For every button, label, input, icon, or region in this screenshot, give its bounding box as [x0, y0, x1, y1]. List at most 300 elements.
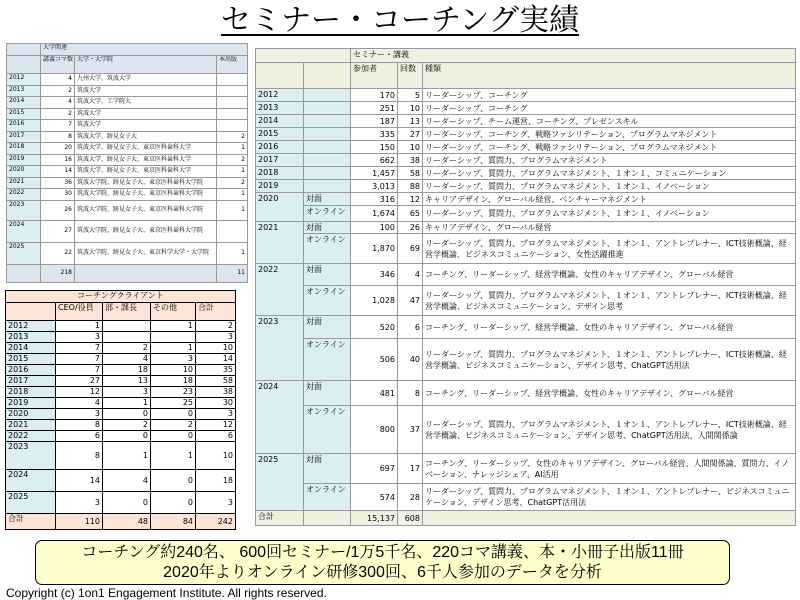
total-topics-blank: [423, 511, 796, 526]
mode-cell: 対面: [304, 381, 351, 406]
manager-cell: 4: [103, 354, 151, 365]
year-cell: 2024: [7, 220, 41, 242]
topics-cell: リーダーシップ、質問力、プログラムマネジメント、１オン１、アントレプレナー、ビジネスコミュニケーション、デザイン思考、ChatGPT活用法: [423, 484, 796, 511]
year-cell: 2016: [256, 141, 304, 154]
header-blank: [256, 49, 351, 63]
other-cell: 1: [151, 343, 196, 354]
manager-cell: 18: [103, 365, 151, 376]
table-row: [6, 332, 236, 343]
participants-cell: 1,870: [351, 234, 398, 264]
other-cell: 0: [151, 431, 196, 442]
total-label: 合計: [256, 511, 304, 526]
year-cell: 2013: [7, 85, 41, 97]
group-header: 大学関連: [41, 44, 248, 56]
topics-cell: リーダーシップ、質問力、プログラムマネジメント、１オン１、アントレプレナー、ICT技術概論、経営学概論、ビジネスコミュニケーション、デザイン思考: [423, 286, 796, 316]
year-cell: 2019: [7, 154, 41, 166]
participants-cell: 697: [351, 454, 398, 484]
topics-cell: リーダーシップ、コーチング、戦略ファシリテーション、プログラムマネジメント: [423, 128, 796, 141]
manager-cell: 4: [103, 470, 151, 492]
participants-cell: 335: [351, 128, 398, 141]
table-row: [6, 365, 236, 376]
lecture-count-cell: 30: [41, 189, 75, 201]
count-cell: 13: [398, 115, 423, 128]
count-cell: 4: [398, 264, 423, 286]
books-cell: [217, 74, 248, 86]
table-row: [256, 89, 796, 102]
table-row: [7, 189, 248, 201]
manager-cell: [103, 321, 151, 332]
total-row: [6, 514, 236, 530]
table-row: [7, 143, 248, 155]
other-cell: [151, 332, 196, 343]
count-cell: 5: [398, 89, 423, 102]
year-cell: 2018: [6, 387, 56, 398]
total-books: 11: [217, 264, 248, 282]
seminar-table: [255, 48, 796, 526]
lecture-count-cell: 4: [41, 74, 75, 86]
year-cell: 2022: [7, 189, 41, 201]
university-cell: 筑波大学、工学院大: [75, 97, 217, 109]
table-row: [7, 97, 248, 109]
table-row: [6, 442, 236, 470]
books-cell: [217, 220, 248, 242]
mode-cell: オンライン: [304, 339, 351, 381]
topics-cell: リーダーシップ、チーム運営、コーチング、プレゼンスキル: [423, 115, 796, 128]
year-cell: 2025: [7, 242, 41, 264]
table-row: [256, 102, 796, 115]
year-cell: 2016: [6, 365, 56, 376]
mode-cell: [304, 167, 351, 180]
count-cell: 65: [398, 206, 423, 222]
participants-cell: 574: [351, 484, 398, 511]
books-cell: 2: [217, 131, 248, 143]
participants-cell: 187: [351, 115, 398, 128]
count-cell: 38: [398, 154, 423, 167]
manager-cell: 13: [103, 376, 151, 387]
table-row: [6, 470, 236, 492]
other-cell: 1: [151, 321, 196, 332]
total-participants: 15,137: [351, 511, 398, 526]
copyright-text: Copyright (c) 1on1 Engagement Institute. All rights reserved.: [6, 586, 327, 600]
table-row: [256, 339, 796, 381]
total-cell: 6: [196, 431, 236, 442]
books-cell: [217, 97, 248, 109]
table-row: [256, 193, 796, 206]
table-row: [6, 343, 236, 354]
summary-box: [35, 540, 730, 585]
table-row: [256, 286, 796, 316]
total-row: [256, 511, 796, 526]
total-other: 84: [151, 514, 196, 530]
manager-cell: 2: [103, 420, 151, 431]
manager-cell: 2: [103, 343, 151, 354]
total-cell: 38: [196, 387, 236, 398]
column-header-univ: 大学・大学院: [75, 56, 217, 74]
year-cell: 2023: [256, 316, 304, 381]
university-cell: 筑波大学院、跡見女子大、東京医科歯科大学院: [75, 220, 217, 242]
year-cell: 2016: [7, 120, 41, 132]
year-cell: 2020: [7, 166, 41, 178]
year-cell: 2012: [7, 74, 41, 86]
count-cell: 88: [398, 180, 423, 193]
count-cell: 28: [398, 484, 423, 511]
topics-cell: コーチング、リーダーシップ、女性のキャリアデザイン、グローバル経営、人間関係論、質問力、イノベーション、ナレッジシェア、AI活用: [423, 454, 796, 484]
topics-cell: リーダーシップ、質問力、プログラムマネジメント、１オン１、アントレプレナー、ICT技術概論、経営学概論、ビジネスコミュニケーション、女性活躍推進: [423, 234, 796, 264]
participants-cell: 1,674: [351, 206, 398, 222]
total-label: [7, 264, 41, 282]
topics-cell: リーダーシップ、質問力、プログラムマネジメント、１オン１、イノベーション: [423, 206, 796, 222]
year-cell: 2018: [7, 143, 41, 155]
table-row: [256, 141, 796, 154]
topics-cell: リーダーシップ、質問力、プログラムマネジメント、１オン１、イノベーション: [423, 180, 796, 193]
books-cell: 1: [217, 143, 248, 155]
column-header-year: [7, 56, 41, 74]
university-table: [6, 43, 248, 283]
total-ceo: 110: [56, 514, 103, 530]
ceo-cell: 6: [56, 431, 103, 442]
total-row: [7, 264, 248, 282]
other-cell: 0: [151, 492, 196, 514]
table-row: [7, 85, 248, 97]
year-cell: 2024: [256, 381, 304, 454]
participants-cell: 316: [351, 193, 398, 206]
mode-cell: オンライン: [304, 234, 351, 264]
group-header: セミナー・講義: [351, 49, 796, 63]
year-cell: 2019: [6, 398, 56, 409]
topics-cell: コーチング、リーダーシップ、経営学概論、女性のキャリアデザイン、グローバル経営: [423, 264, 796, 286]
year-cell: 2014: [256, 115, 304, 128]
books-cell: 2: [217, 154, 248, 166]
books-cell: [217, 108, 248, 120]
summary-line-1: コーチング約240名、 600回セミナー/1万5千名、220コマ講義、本・小冊子出版11冊: [81, 544, 684, 561]
mode-cell: 対面: [304, 193, 351, 206]
ceo-cell: 7: [56, 365, 103, 376]
year-cell: 2013: [6, 332, 56, 343]
lecture-count-cell: 26: [41, 200, 75, 220]
mode-cell: 対面: [304, 316, 351, 339]
participants-cell: 3,013: [351, 180, 398, 193]
column-header-participants: 参加者: [351, 63, 398, 89]
total-blank: [304, 511, 351, 526]
lecture-count-cell: 14: [41, 166, 75, 178]
books-cell: [217, 120, 248, 132]
ceo-cell: 3: [56, 492, 103, 514]
count-cell: 37: [398, 406, 423, 454]
table-row: [7, 242, 248, 264]
manager-cell: 0: [103, 492, 151, 514]
column-header-row: [7, 56, 248, 74]
column-header-total: 合計: [196, 303, 236, 321]
mode-cell: 対面: [304, 222, 351, 234]
group-header: コーチングクライアント: [6, 291, 236, 303]
year-cell: 2020: [256, 193, 304, 222]
count-cell: 47: [398, 286, 423, 316]
ceo-cell: 3: [56, 332, 103, 343]
total-cell: 10: [196, 442, 236, 470]
total-cell: 12: [196, 420, 236, 431]
count-cell: 8: [398, 381, 423, 406]
mode-cell: オンライン: [304, 406, 351, 454]
year-cell: 2015: [7, 108, 41, 120]
table-row: [7, 200, 248, 220]
table-row: [256, 180, 796, 193]
column-header-year: [6, 303, 56, 321]
table-row: [256, 115, 796, 128]
mode-cell: [304, 180, 351, 193]
ceo-cell: 8: [56, 420, 103, 431]
year-cell: 2017: [7, 131, 41, 143]
total-cell: 10: [196, 343, 236, 354]
year-cell: 2022: [6, 431, 56, 442]
year-cell: 2015: [6, 354, 56, 365]
other-cell: 0: [151, 470, 196, 492]
lecture-count-cell: 36: [41, 177, 75, 189]
table-row: [256, 264, 796, 286]
header-blank: [7, 44, 41, 56]
other-cell: 25: [151, 398, 196, 409]
year-cell: 2021: [7, 177, 41, 189]
mode-cell: [304, 128, 351, 141]
ceo-cell: 12: [56, 387, 103, 398]
lecture-count-cell: 27: [41, 220, 75, 242]
table-row: [256, 128, 796, 141]
table-row: [6, 431, 236, 442]
other-cell: 0: [151, 409, 196, 420]
manager-cell: 1: [103, 398, 151, 409]
count-cell: 69: [398, 234, 423, 264]
table-row: [256, 222, 796, 234]
column-header-koma: 講義コマ数: [41, 56, 75, 74]
year-cell: 2020: [6, 409, 56, 420]
lecture-count-cell: 16: [41, 154, 75, 166]
topics-cell: コーチング、リーダーシップ、経営学概論、女性のキャリアデザイン、グローバル経営: [423, 316, 796, 339]
mode-cell: [304, 115, 351, 128]
total-cell: 14: [196, 354, 236, 365]
university-cell: 筑波大学: [75, 120, 217, 132]
participants-cell: 150: [351, 141, 398, 154]
ceo-cell: 3: [56, 409, 103, 420]
count-cell: 10: [398, 102, 423, 115]
manager-cell: 3: [103, 387, 151, 398]
other-cell: 2: [151, 420, 196, 431]
table-row: [7, 108, 248, 120]
year-cell: 2014: [7, 97, 41, 109]
books-cell: 1: [217, 166, 248, 178]
participants-cell: 100: [351, 222, 398, 234]
count-cell: 6: [398, 316, 423, 339]
column-header-ceo: CEO/役員: [56, 303, 103, 321]
lecture-count-cell: 2: [41, 108, 75, 120]
group-header-row: [256, 49, 796, 63]
participants-cell: 1,457: [351, 167, 398, 180]
lecture-count-cell: 20: [41, 143, 75, 155]
university-cell: 筑波大学: [75, 108, 217, 120]
participants-cell: 251: [351, 102, 398, 115]
total-cell: 3: [196, 332, 236, 343]
lecture-count-cell: 8: [41, 131, 75, 143]
mode-cell: 対面: [304, 454, 351, 484]
topics-cell: キャリアデザイン、グローバル経営、ベンチャーマネジメント: [423, 193, 796, 206]
total-label: 合計: [6, 514, 56, 530]
participants-cell: 520: [351, 316, 398, 339]
column-header-row: [256, 63, 796, 89]
year-cell: 2012: [6, 321, 56, 332]
column-header-topics: 種類: [423, 63, 796, 89]
total-cell: 2: [196, 321, 236, 332]
lecture-count-cell: 22: [41, 242, 75, 264]
table-row: [256, 154, 796, 167]
count-cell: 12: [398, 193, 423, 206]
year-cell: 2022: [256, 264, 304, 316]
participants-cell: 662: [351, 154, 398, 167]
year-cell: 2017: [6, 376, 56, 387]
table-row: [256, 316, 796, 339]
topics-cell: リーダーシップ、コーチング: [423, 102, 796, 115]
mode-cell: オンライン: [304, 286, 351, 316]
year-cell: 2015: [256, 128, 304, 141]
participants-cell: 1,028: [351, 286, 398, 316]
group-header-row: [6, 291, 236, 303]
total-total: 242: [196, 514, 236, 530]
total-mgr: 48: [103, 514, 151, 530]
topics-cell: キャリアデザイン、グローバル経営: [423, 222, 796, 234]
manager-cell: 0: [103, 431, 151, 442]
year-cell: 2025: [6, 492, 56, 514]
lecture-count-cell: 7: [41, 120, 75, 132]
total-cell: 3: [196, 409, 236, 420]
university-cell: 筑波大学院、跡見女子大、東京医科歯科大学院: [75, 200, 217, 220]
table-row: [6, 376, 236, 387]
other-cell: 1: [151, 442, 196, 470]
year-cell: 2019: [256, 180, 304, 193]
total-cell: 58: [196, 376, 236, 387]
manager-cell: 1: [103, 442, 151, 470]
ceo-cell: 7: [56, 343, 103, 354]
ceo-cell: 7: [56, 354, 103, 365]
table-row: [7, 220, 248, 242]
table-row: [256, 167, 796, 180]
participants-cell: 170: [351, 89, 398, 102]
total-count: 608: [398, 511, 423, 526]
ceo-cell: 4: [56, 398, 103, 409]
university-cell: 筑波大学院、跡見女子大、東京科学大学・大学院: [75, 242, 217, 264]
count-cell: 17: [398, 454, 423, 484]
table-row: [7, 131, 248, 143]
year-cell: 2023: [7, 200, 41, 220]
books-cell: 2: [217, 177, 248, 189]
table-row: [6, 321, 236, 332]
table-row: [7, 154, 248, 166]
group-header-row: [7, 44, 248, 56]
books-cell: [217, 85, 248, 97]
ceo-cell: 14: [56, 470, 103, 492]
table-row: [6, 354, 236, 365]
topics-cell: リーダーシップ、コーチング、戦略ファシリテーション、プログラムマネジメント: [423, 141, 796, 154]
total-blank: [75, 264, 217, 282]
university-cell: 筑波大学、跡見女子大、東京医科歯科大学: [75, 143, 217, 155]
other-cell: 10: [151, 365, 196, 376]
total-cell: 30: [196, 398, 236, 409]
participants-cell: 800: [351, 406, 398, 454]
table-row: [7, 177, 248, 189]
lecture-count-cell: 2: [41, 85, 75, 97]
mode-cell: 対面: [304, 264, 351, 286]
university-cell: 九州大学、筑波大学: [75, 74, 217, 86]
table-row: [256, 454, 796, 484]
column-header-books: 本出版: [217, 56, 248, 74]
other-cell: 23: [151, 387, 196, 398]
university-cell: 筑波大学院、跡見女子大、東京医科歯科大学院: [75, 177, 217, 189]
table-row: [256, 381, 796, 406]
mode-cell: [304, 89, 351, 102]
books-cell: 1: [217, 242, 248, 264]
coaching-table: [5, 290, 236, 530]
total-cell: 18: [196, 470, 236, 492]
topics-cell: リーダーシップ、質問力、プログラムマネジメント、１オン１、アントレプレナー、ICT技術概論、経営学概論、ビジネスコミュニケーション、デザイン思考、ChatGPT活用法: [423, 339, 796, 381]
count-cell: 27: [398, 128, 423, 141]
mode-cell: [304, 102, 351, 115]
count-cell: 26: [398, 222, 423, 234]
year-cell: 2014: [6, 343, 56, 354]
other-cell: 18: [151, 376, 196, 387]
lecture-count-cell: 4: [41, 97, 75, 109]
total-lecture-count: 218: [41, 264, 75, 282]
table-row: [6, 420, 236, 431]
column-header-other: その他: [151, 303, 196, 321]
books-cell: 1: [217, 189, 248, 201]
count-cell: 58: [398, 167, 423, 180]
count-cell: 10: [398, 141, 423, 154]
table-row: [7, 74, 248, 86]
table-row: [7, 120, 248, 132]
ceo-cell: 27: [56, 376, 103, 387]
summary-line-2: 2020年よりオンライン研修300回、6千人参加のデータを分析: [163, 564, 602, 581]
table-row: [256, 406, 796, 454]
year-cell: 2023: [6, 442, 56, 470]
ceo-cell: 8: [56, 442, 103, 470]
year-cell: 2017: [256, 154, 304, 167]
university-cell: 筑波大学、跡見女子大、東京医科歯科大学: [75, 166, 217, 178]
ceo-cell: 1: [56, 321, 103, 332]
participants-cell: 346: [351, 264, 398, 286]
table-row: [6, 387, 236, 398]
title-text: セミナー・コーチング実績: [221, 3, 579, 38]
university-cell: 筑波大学、跡見女子大: [75, 131, 217, 143]
year-cell: 2024: [6, 470, 56, 492]
table-row: [6, 492, 236, 514]
column-header-mode: [304, 63, 351, 89]
table-row: [7, 166, 248, 178]
total-cell: 3: [196, 492, 236, 514]
table-row: [256, 484, 796, 511]
topics-cell: リーダーシップ、質問力、プログラムマネジメント、１オン１、アントレプレナー、ICT技術概論、経営学概論、ビジネスコミュニケーション、デザイン思考、ChatGPT活用法、人間関係論: [423, 406, 796, 454]
mode-cell: [304, 141, 351, 154]
university-cell: 筑波大学、跡見女子大、東京医科歯科大学: [75, 154, 217, 166]
topics-cell: リーダーシップ、コーチング: [423, 89, 796, 102]
column-header-manager: 部・課長: [103, 303, 151, 321]
column-header-year: [256, 63, 304, 89]
topics-cell: リーダーシップ、質問力、プログラムマネジメント、１オン１、コミュニケーション: [423, 167, 796, 180]
university-cell: 筑波大学院、跡見女子大、東京医科歯科大学院: [75, 189, 217, 201]
topics-cell: リーダーシップ、質問力、プログラムマネジメント: [423, 154, 796, 167]
year-cell: 2021: [256, 222, 304, 264]
table-row: [256, 206, 796, 222]
year-cell: 2025: [256, 454, 304, 511]
year-cell: 2013: [256, 102, 304, 115]
page-title: [0, 2, 800, 40]
participants-cell: 481: [351, 381, 398, 406]
count-cell: 40: [398, 339, 423, 381]
